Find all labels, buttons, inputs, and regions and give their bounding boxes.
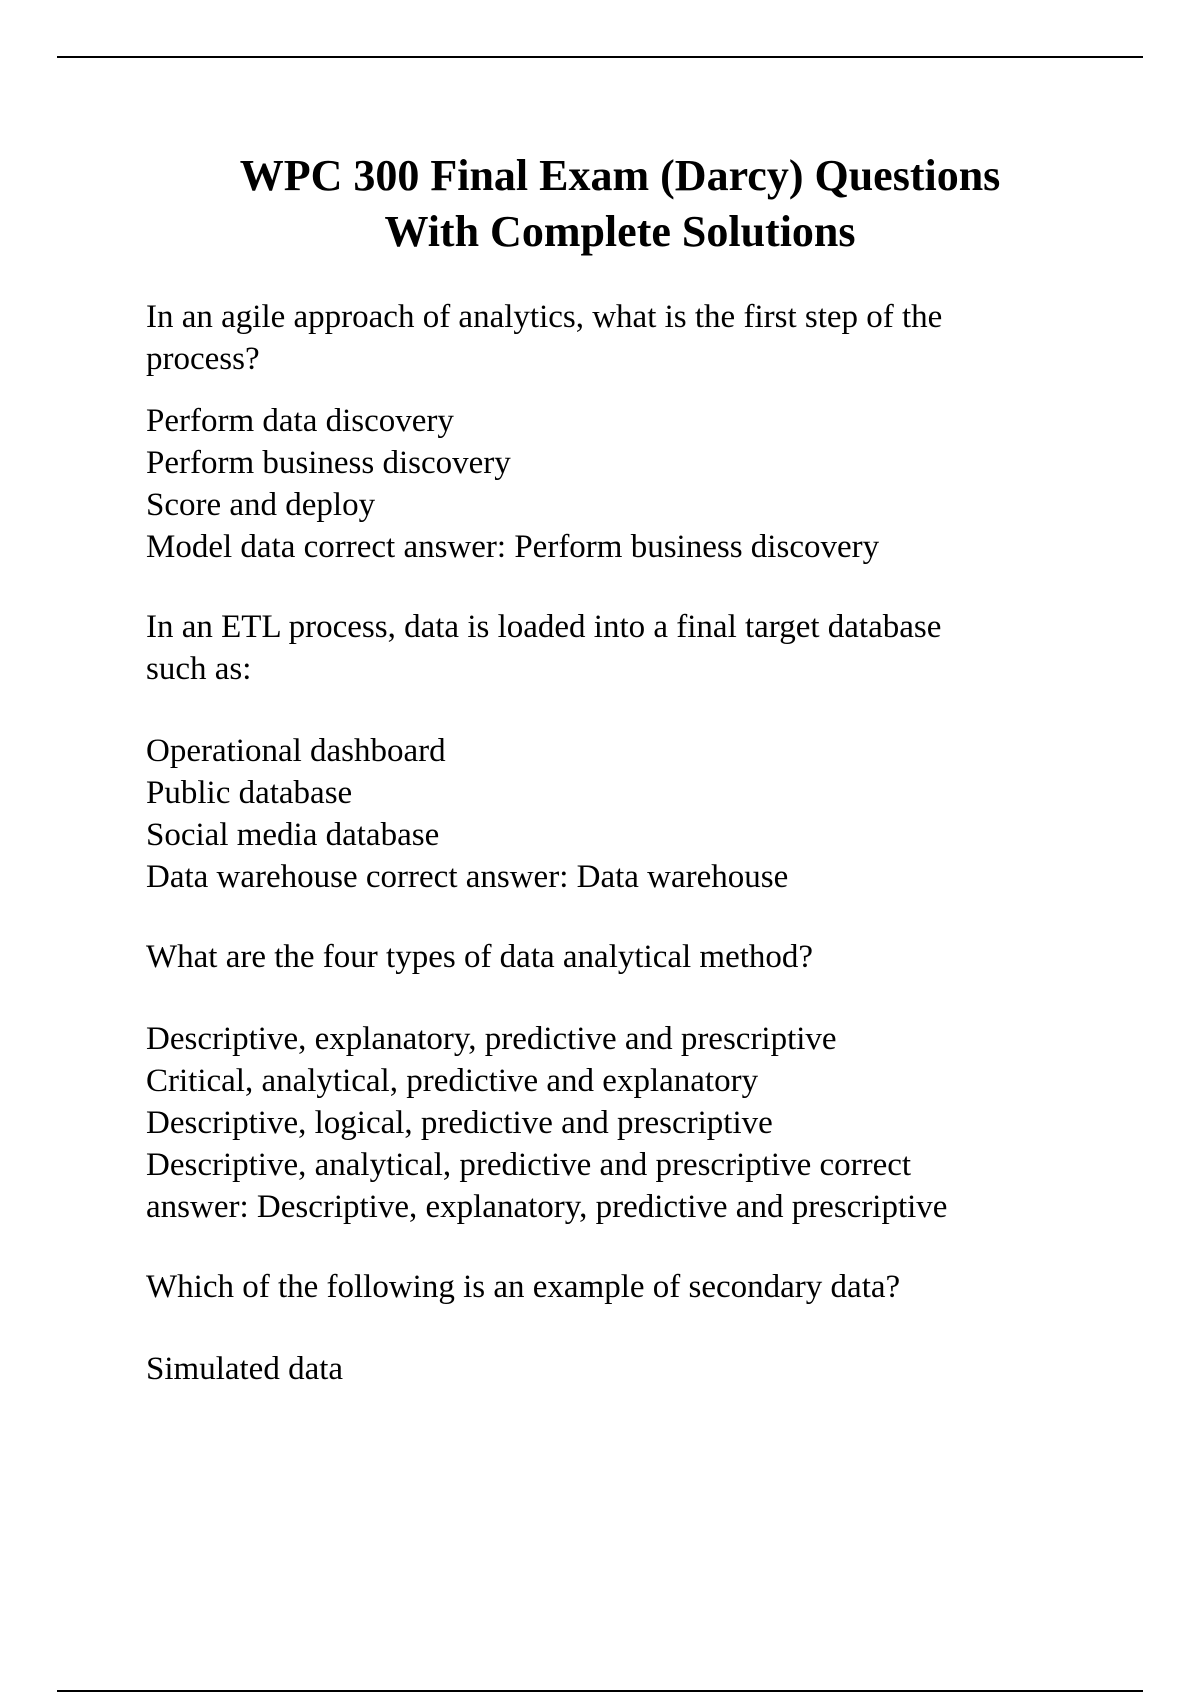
question-3: [146, 936, 1106, 978]
text-line: Descriptive, analytical, predictive and prescriptive correct: [146, 1147, 912, 1183]
page-title: [0, 148, 1200, 260]
text-line: such as:: [146, 651, 252, 687]
text-line: In an ETL process, data is loaded into a final target database: [146, 609, 942, 645]
text-line: Which of the following is an example of secondary data?: [146, 1269, 901, 1305]
text-line: What are the four types of data analytical method?: [146, 939, 814, 975]
text-line: Social media database: [146, 817, 440, 853]
answer-options-4: [146, 1348, 1106, 1390]
text-line: Descriptive, logical, predictive and prescriptive: [146, 1105, 773, 1141]
text-line: Model data correct answer: Perform business discovery: [146, 529, 880, 565]
question-4: [146, 1266, 1106, 1308]
text-line: Descriptive, explanatory, predictive and prescriptive: [146, 1021, 837, 1057]
text-line: In an agile approach of analytics, what is the first step of the: [146, 299, 943, 335]
question-1: [146, 296, 1106, 380]
bottom-divider: [57, 1690, 1143, 1692]
text-line: Critical, analytical, predictive and explanatory: [146, 1063, 759, 1099]
answer-options-1: [146, 400, 1106, 568]
text-line: Data warehouse correct answer: Data warehouse: [146, 859, 789, 895]
document-body: [146, 296, 1106, 1390]
text-line: Public database: [146, 775, 353, 811]
text-line: answer: Descriptive, explanatory, predictive and prescriptive: [146, 1189, 948, 1225]
answer-options-2: [146, 730, 1106, 898]
answer-options-3: [146, 1018, 1106, 1228]
title-line-1: WPC 300 Final Exam (Darcy) Questions: [239, 151, 1001, 200]
text-line: Simulated data: [146, 1351, 344, 1387]
title-line-2: With Complete Solutions: [384, 207, 856, 256]
text-line: process?: [146, 341, 260, 377]
text-line: Perform business discovery: [146, 445, 511, 481]
text-line: Operational dashboard: [146, 733, 446, 769]
question-2: [146, 606, 1106, 690]
top-divider: [57, 56, 1143, 58]
text-line: Perform data discovery: [146, 403, 454, 439]
text-line: Score and deploy: [146, 487, 376, 523]
